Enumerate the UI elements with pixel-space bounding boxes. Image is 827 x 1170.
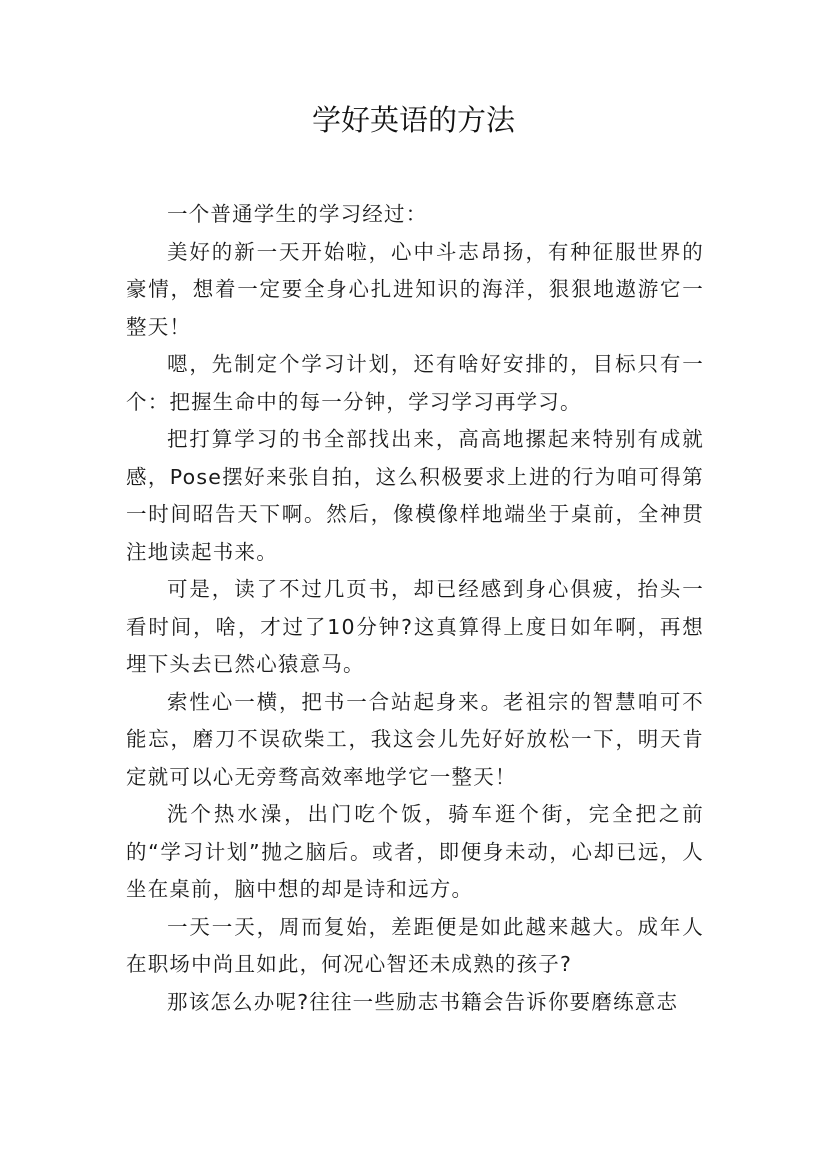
- paragraph: 那该怎么办呢?往往一些励志书籍会告诉你要磨练意志: [167, 989, 679, 1014]
- paragraph: 一个普通学生的学习经过：: [167, 202, 428, 226]
- document-title: 学好英语的方法: [311, 103, 515, 137]
- paragraph: 嗯，先制定个学习计划，还有啥好安排的，目标只有一个：把握生命中的每一分钟，学习学习再学习。: [126, 352, 704, 414]
- paragraph: 美好的新一天开始啦，心中斗志昂扬，有种征服世界的豪情，想着一定要全身心扎进知识的海洋，狠狠地遨游它一整天！: [126, 239, 704, 339]
- paragraph: 索性心一横，把书一合站起身来。老祖宗的智慧咱可不能忘，磨刀不误砍柴工，我这会儿先好好放松一下，明天肯定就可以心无旁骛高效率地学它一整天！: [126, 689, 704, 789]
- paragraph: 把打算学习的书全部找出来，高高地摞起来特别有成就感，Pose摆好来张自拍，这么积极要求上进的行为咱可得第一时间昭告天下啊。然后，像模像样地端坐于桌前，全神贯注地读起书来。: [126, 427, 704, 564]
- paragraph: 洗个热水澡，出门吃个饭，骑车逛个街，完全把之前的“学习计划”抛之脑后。或者，即便身未动，心却已远，人坐在桌前，脑中想的却是诗和远方。: [126, 802, 704, 901]
- document-body: [126, 196, 704, 1021]
- paragraph: 一天一天，周而复始，差距便是如此越来越大。成年人在职场中尚且如此，何况心智还未成熟的孩子?: [126, 914, 704, 976]
- paragraph: 可是，读了不过几页书，却已经感到身心俱疲，抬头一看时间，啥，才过了10分钟?这真算得上度日如年啊，再想埋下头去已然心猿意马。: [126, 577, 704, 676]
